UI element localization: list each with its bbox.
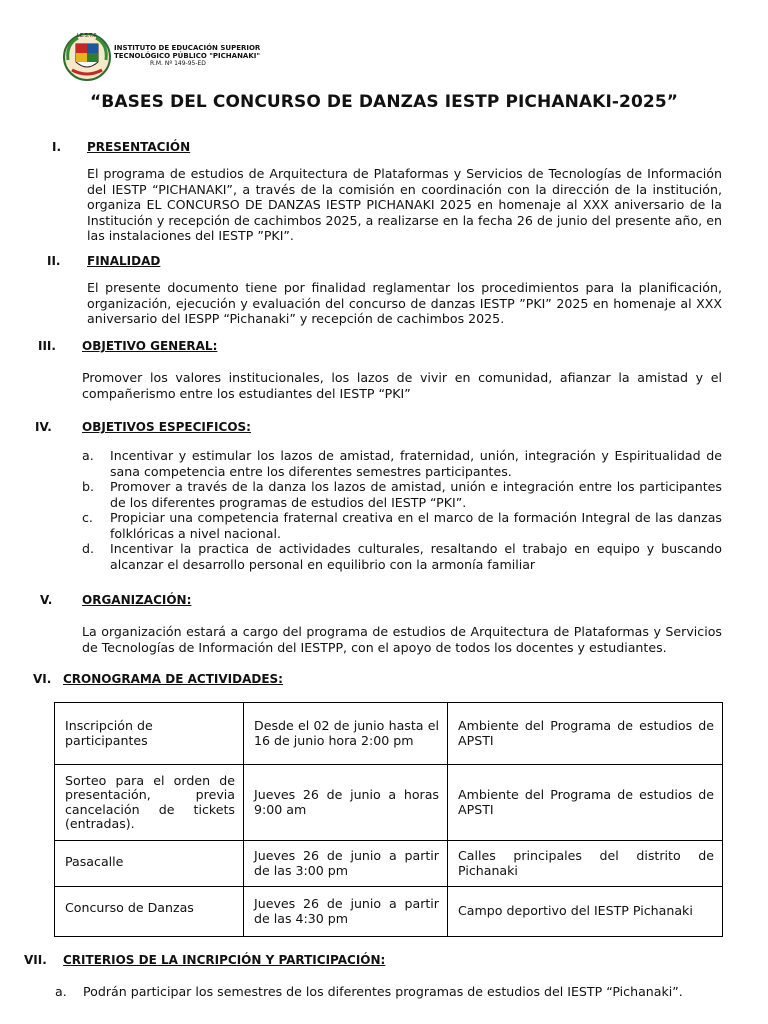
section-label: CRONOGRAMA DE ACTIVIDADES: (63, 672, 283, 686)
institute-name (114, 44, 260, 60)
table-row (55, 841, 723, 887)
section-number: I. (52, 140, 62, 154)
section-number: III. (38, 339, 56, 353)
list-item (82, 541, 722, 572)
section-text-presentacion (87, 166, 722, 244)
section-number: VI. (33, 672, 52, 686)
section-label: OBJETIVO GENERAL: (82, 339, 218, 353)
table-cell-date: Desde el 02 de junio hasta el 16 de junio hora 2:00 pm (244, 703, 448, 765)
section-text-finalidad (87, 280, 722, 327)
paragraph: El programa de estudios de Arquitectura de Plataformas y Servicios de Tecnologías de Información del IESTP “PICHANAKI”, a través de la comisión en coordinación con la dirección de la institución, organiza EL CONCURSO DE DANZAS IESTP PICHANAKI 2025 en homenaje al XXX aniversario de la Institución y recepción de cachimbos 2025, a realizarse en la fecha 26 de junio del presente año, en las instalaciones del IESTP ”PKI”. (87, 166, 722, 243)
resolution-number: R.M. Nº 149-95-ED (150, 60, 206, 67)
table-cell-date: Jueves 26 de junio a horas 9:00 am (244, 765, 448, 841)
objetivos-especificos-list (82, 448, 722, 572)
table-row (55, 887, 723, 937)
section-text-organizacion (82, 624, 722, 655)
list-item (82, 448, 722, 479)
section-number: V. (40, 593, 53, 607)
section-label: ORGANIZACIÓN: (82, 593, 192, 607)
table-row (55, 765, 723, 841)
table-cell-date: Jueves 26 de junio a partir de las 4:30 pm (244, 887, 448, 937)
list-item (82, 479, 722, 510)
paragraph: El presente documento tiene por finalidad reglamentar los procedimientos para la planificación, organización, ejecución y evaluación del concurso de danzas IESTP ”PKI” 2025 en homenaje al XXX aniversario del IESPP “Pichanaki” y recepción de cachimbos 2025. (87, 280, 722, 326)
logo-text: I.E.S.T.P. (76, 33, 98, 39)
table-cell-activity: Sorteo para el orden de presentación, previa cancelación de tickets (entradas). (55, 765, 244, 841)
list-text: Promover a través de la danza los lazos de amistad, unión e integración entre los participantes de los diferentes programas de estudios del IESTP “PKI”. (110, 479, 722, 510)
institute-line-2: TECNOLÓGICO PÚBLICO "PICHANAKI" (114, 52, 261, 60)
list-item (82, 510, 722, 541)
document-title: “BASES DEL CONCURSO DE DANZAS IESTP PICHANAKI-2025” (89, 92, 679, 112)
table-cell-date: Jueves 26 de junio a partir de las 3:00 pm (244, 841, 448, 887)
table-cell-place: Ambiente del Programa de estudios de APSTI (448, 703, 723, 765)
section-label: FINALIDAD (87, 254, 161, 268)
list-marker: a. (55, 984, 67, 999)
section-number: VII. (24, 953, 47, 967)
list-text: Incentivar la practica de actividades culturales, resaltando el trabajo en equipo y buscando alcanzar el desarrollo personal en equilibrio con la armonía familiar (110, 541, 722, 572)
table-cell-place: Ambiente del Programa de estudios de APSTI (448, 765, 723, 841)
institute-logo-icon (62, 30, 112, 82)
institute-line-1: INSTITUTO DE EDUCACIÓN SUPERIOR (114, 44, 261, 52)
list-text: Podrán participar los semestres de los diferentes programas de estudios del IESTP “Pichanaki”. (83, 984, 683, 999)
section-text-objetivo-general (82, 370, 722, 401)
criterios-list (55, 984, 725, 1000)
list-marker: a. (82, 448, 94, 463)
table-cell-place: Campo deportivo del IESTP Pichanaki (448, 887, 723, 937)
list-text: Propiciar una competencia fraternal creativa en el marco de la formación Integral de las danzas folklóricas a nivel nacional. (110, 510, 722, 541)
table-cell-activity: Inscripción de participantes (55, 703, 244, 765)
section-label: CRITERIOS DE LA INCRIPCIÓN Y PARTICIPACIÓN: (63, 953, 386, 967)
list-marker: d. (82, 541, 94, 556)
paragraph: Promover los valores institucionales, los lazos de vivir en comunidad, afianzar la amistad y el compañerismo entre los estudiantes del IESTP “PKI” (82, 370, 722, 401)
section-label: OBJETIVOS ESPECIFICOS: (82, 420, 251, 434)
paragraph: La organización estará a cargo del programa de estudios de Arquitectura de Plataformas y Servicios de Tecnologías de Información del IESTPP, con el apoyo de todos los docentes y estudiantes. (82, 624, 722, 655)
list-item (55, 984, 725, 1000)
section-number: II. (47, 254, 61, 268)
table-cell-activity: Pasacalle (55, 841, 244, 887)
section-label: PRESENTACIÓN (87, 140, 191, 154)
table-cell-place: Calles principales del distrito de Pichanaki (448, 841, 723, 887)
table-cell-activity: Concurso de Danzas (55, 887, 244, 937)
list-marker: b. (82, 479, 94, 494)
schedule-table (54, 702, 723, 937)
section-number: IV. (35, 420, 52, 434)
list-marker: c. (82, 510, 93, 525)
table-row (55, 703, 723, 765)
list-text: Incentivar y estimular los lazos de amistad, fraternidad, unión, integración y Espiritualidad de sana competencia entre los diferentes semestres participantes. (110, 448, 722, 479)
